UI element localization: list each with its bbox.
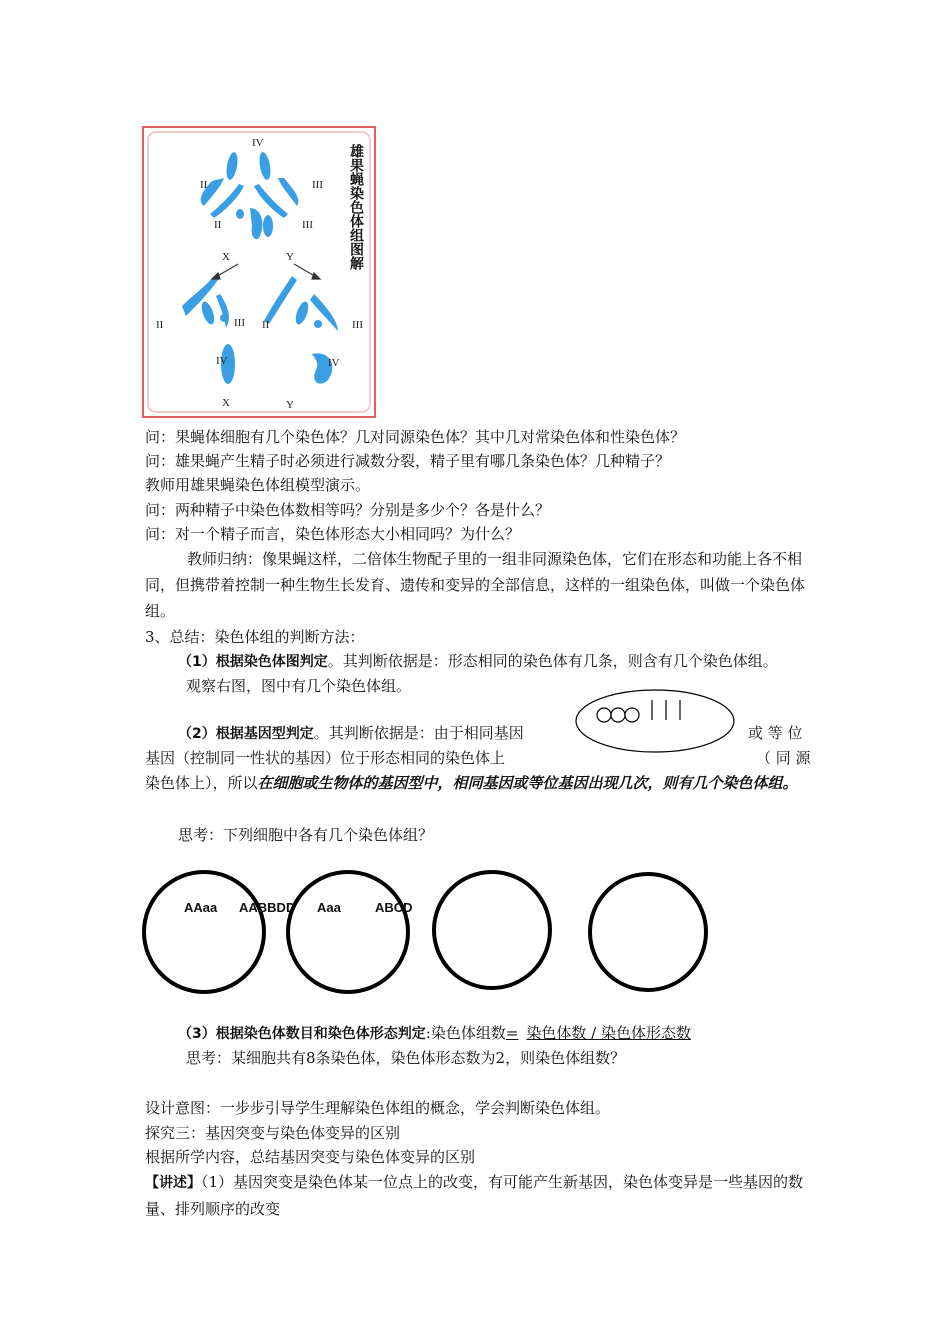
question-1: 问：果蝇体细胞有几个染色体？几对同源染色体？其中几对常染色体和性染色体？ bbox=[145, 428, 686, 446]
formula-left: 染色体组数 bbox=[430, 1024, 506, 1042]
method-1-observe: 观察右图，图中有几个染色体组。 bbox=[186, 677, 412, 695]
teacher-demo: 教师用雄果蝇染色体组模型演示。 bbox=[145, 476, 371, 494]
formula-right: 染色体数 / 染色体形态数 bbox=[526, 1024, 691, 1042]
label-ii-right: II bbox=[262, 319, 270, 331]
method-2-text: 。其判断依据是：由于相同基因 bbox=[313, 724, 524, 742]
label-x-mid: X bbox=[222, 251, 230, 263]
method-3-colon: : bbox=[425, 1024, 431, 1042]
summarize-instruction: 根据所学内容，总结基因突变与染色体变异的区别 bbox=[145, 1148, 476, 1166]
label-iv-left: IV bbox=[216, 355, 228, 367]
lecture bbox=[145, 1169, 815, 1222]
formula-eq: = bbox=[505, 1024, 519, 1042]
question-2: 问：雄果蝇产生精子时必须进行减数分裂，精子里有哪几条染色体？几种精子？ bbox=[145, 452, 671, 470]
design-intent: 设计意图：一步步引导学生理解染色体组的概念，学会判断染色体组。 bbox=[145, 1099, 611, 1117]
gene-circle-2 bbox=[611, 708, 625, 722]
cell-genotype-1: AAaa bbox=[184, 900, 218, 915]
label-y-bottom: Y bbox=[286, 399, 294, 411]
figure-title: 雄果蝇染色体组图解 bbox=[348, 144, 364, 270]
label-iii-left: III bbox=[234, 317, 245, 329]
label-iii-top: III bbox=[312, 179, 323, 191]
label-ii-left: II bbox=[156, 319, 164, 331]
method-1-title: （1）根据染色体图判定 bbox=[178, 654, 328, 670]
cell-genotype-4: ABCD bbox=[375, 900, 413, 915]
method-2-lead: 染色体上），所以 bbox=[145, 774, 258, 792]
lecture-tag: 【讲述】 bbox=[145, 1175, 201, 1191]
summary-heading: 3、总结：染色体组的判断方法： bbox=[145, 628, 365, 646]
label-iii-mid: III bbox=[302, 219, 313, 231]
method-2-emphasis: 在细胞或生物体的基因型中，相同基因或等位基因出现几次，则有几个染色体组。 bbox=[257, 774, 798, 792]
cell-circle-1 bbox=[142, 870, 266, 994]
method-3 bbox=[178, 1022, 691, 1045]
label-ii-top: II bbox=[200, 179, 208, 191]
cell-genotype-3: Aaa bbox=[317, 900, 341, 915]
method-2-right-2: （ 同 源 bbox=[756, 749, 811, 767]
method-2-title: （2）根据基因型判定 bbox=[178, 726, 314, 742]
label-x-bottom: X bbox=[222, 397, 230, 409]
lecture-text: （1）基因突变是染色体某一位点上的改变，有可能产生新基因，染色体变异是一些基因的数量、排列顺序的改变 bbox=[145, 1173, 804, 1218]
method-2-line-2: 基因（控制同一性状的基因）位于形态相同的染色体上 bbox=[145, 749, 506, 767]
label-y-mid: Y bbox=[286, 251, 294, 263]
cell-circle-3 bbox=[432, 870, 552, 990]
label-ii-mid: II bbox=[214, 219, 222, 231]
cell-circle-2 bbox=[286, 870, 410, 994]
method-1 bbox=[178, 650, 778, 673]
cell-circle-4 bbox=[588, 872, 708, 992]
method-2-line-1 bbox=[178, 722, 524, 745]
method-3-title: （3）根据染色体数目和染色体形态判定 bbox=[178, 1026, 426, 1042]
think-1: 思考：下列细胞中各有几个染色体组？ bbox=[178, 826, 434, 844]
question-4: 问：对一个精子而言，染色体形态大小相同吗？为什么？ bbox=[145, 525, 521, 543]
question-3: 问：两种精子中染色体数相等吗？分别是多少个？各是什么？ bbox=[145, 501, 551, 519]
explore-3-heading: 探究三：基因突变与染色体变异的区别 bbox=[145, 1124, 401, 1142]
gene-ellipse-diagram bbox=[574, 688, 736, 754]
label-iv-top: IV bbox=[252, 137, 264, 149]
drosophila-karyotype-figure bbox=[142, 126, 376, 418]
label-iii-right: III bbox=[352, 319, 363, 331]
think-2: 思考：某细胞共有8条染色体，染色体形态数为2，则染色体组数？ bbox=[186, 1049, 626, 1067]
gene-circle-3 bbox=[625, 708, 639, 722]
method-2-right-1: 或 等 位 bbox=[748, 724, 803, 742]
gene-circle-1 bbox=[597, 708, 611, 722]
teacher-summary: 教师归纳：像果蝇这样，二倍体生物配子里的一组非同源染色体，它们在形态和功能上各不相同，但携带着控制一种生物生长发育、遗传和变异的全部信息，这样的一组染色体，叫做一个染色体组。 bbox=[145, 550, 806, 620]
label-iv-right: IV bbox=[328, 357, 340, 369]
method-1-text: 。其判断依据是：形态相同的染色体有几条，则含有几个染色体组。 bbox=[327, 652, 778, 670]
method-2-line-3 bbox=[145, 771, 815, 796]
cell-genotype-2: AABBDD bbox=[239, 900, 296, 915]
